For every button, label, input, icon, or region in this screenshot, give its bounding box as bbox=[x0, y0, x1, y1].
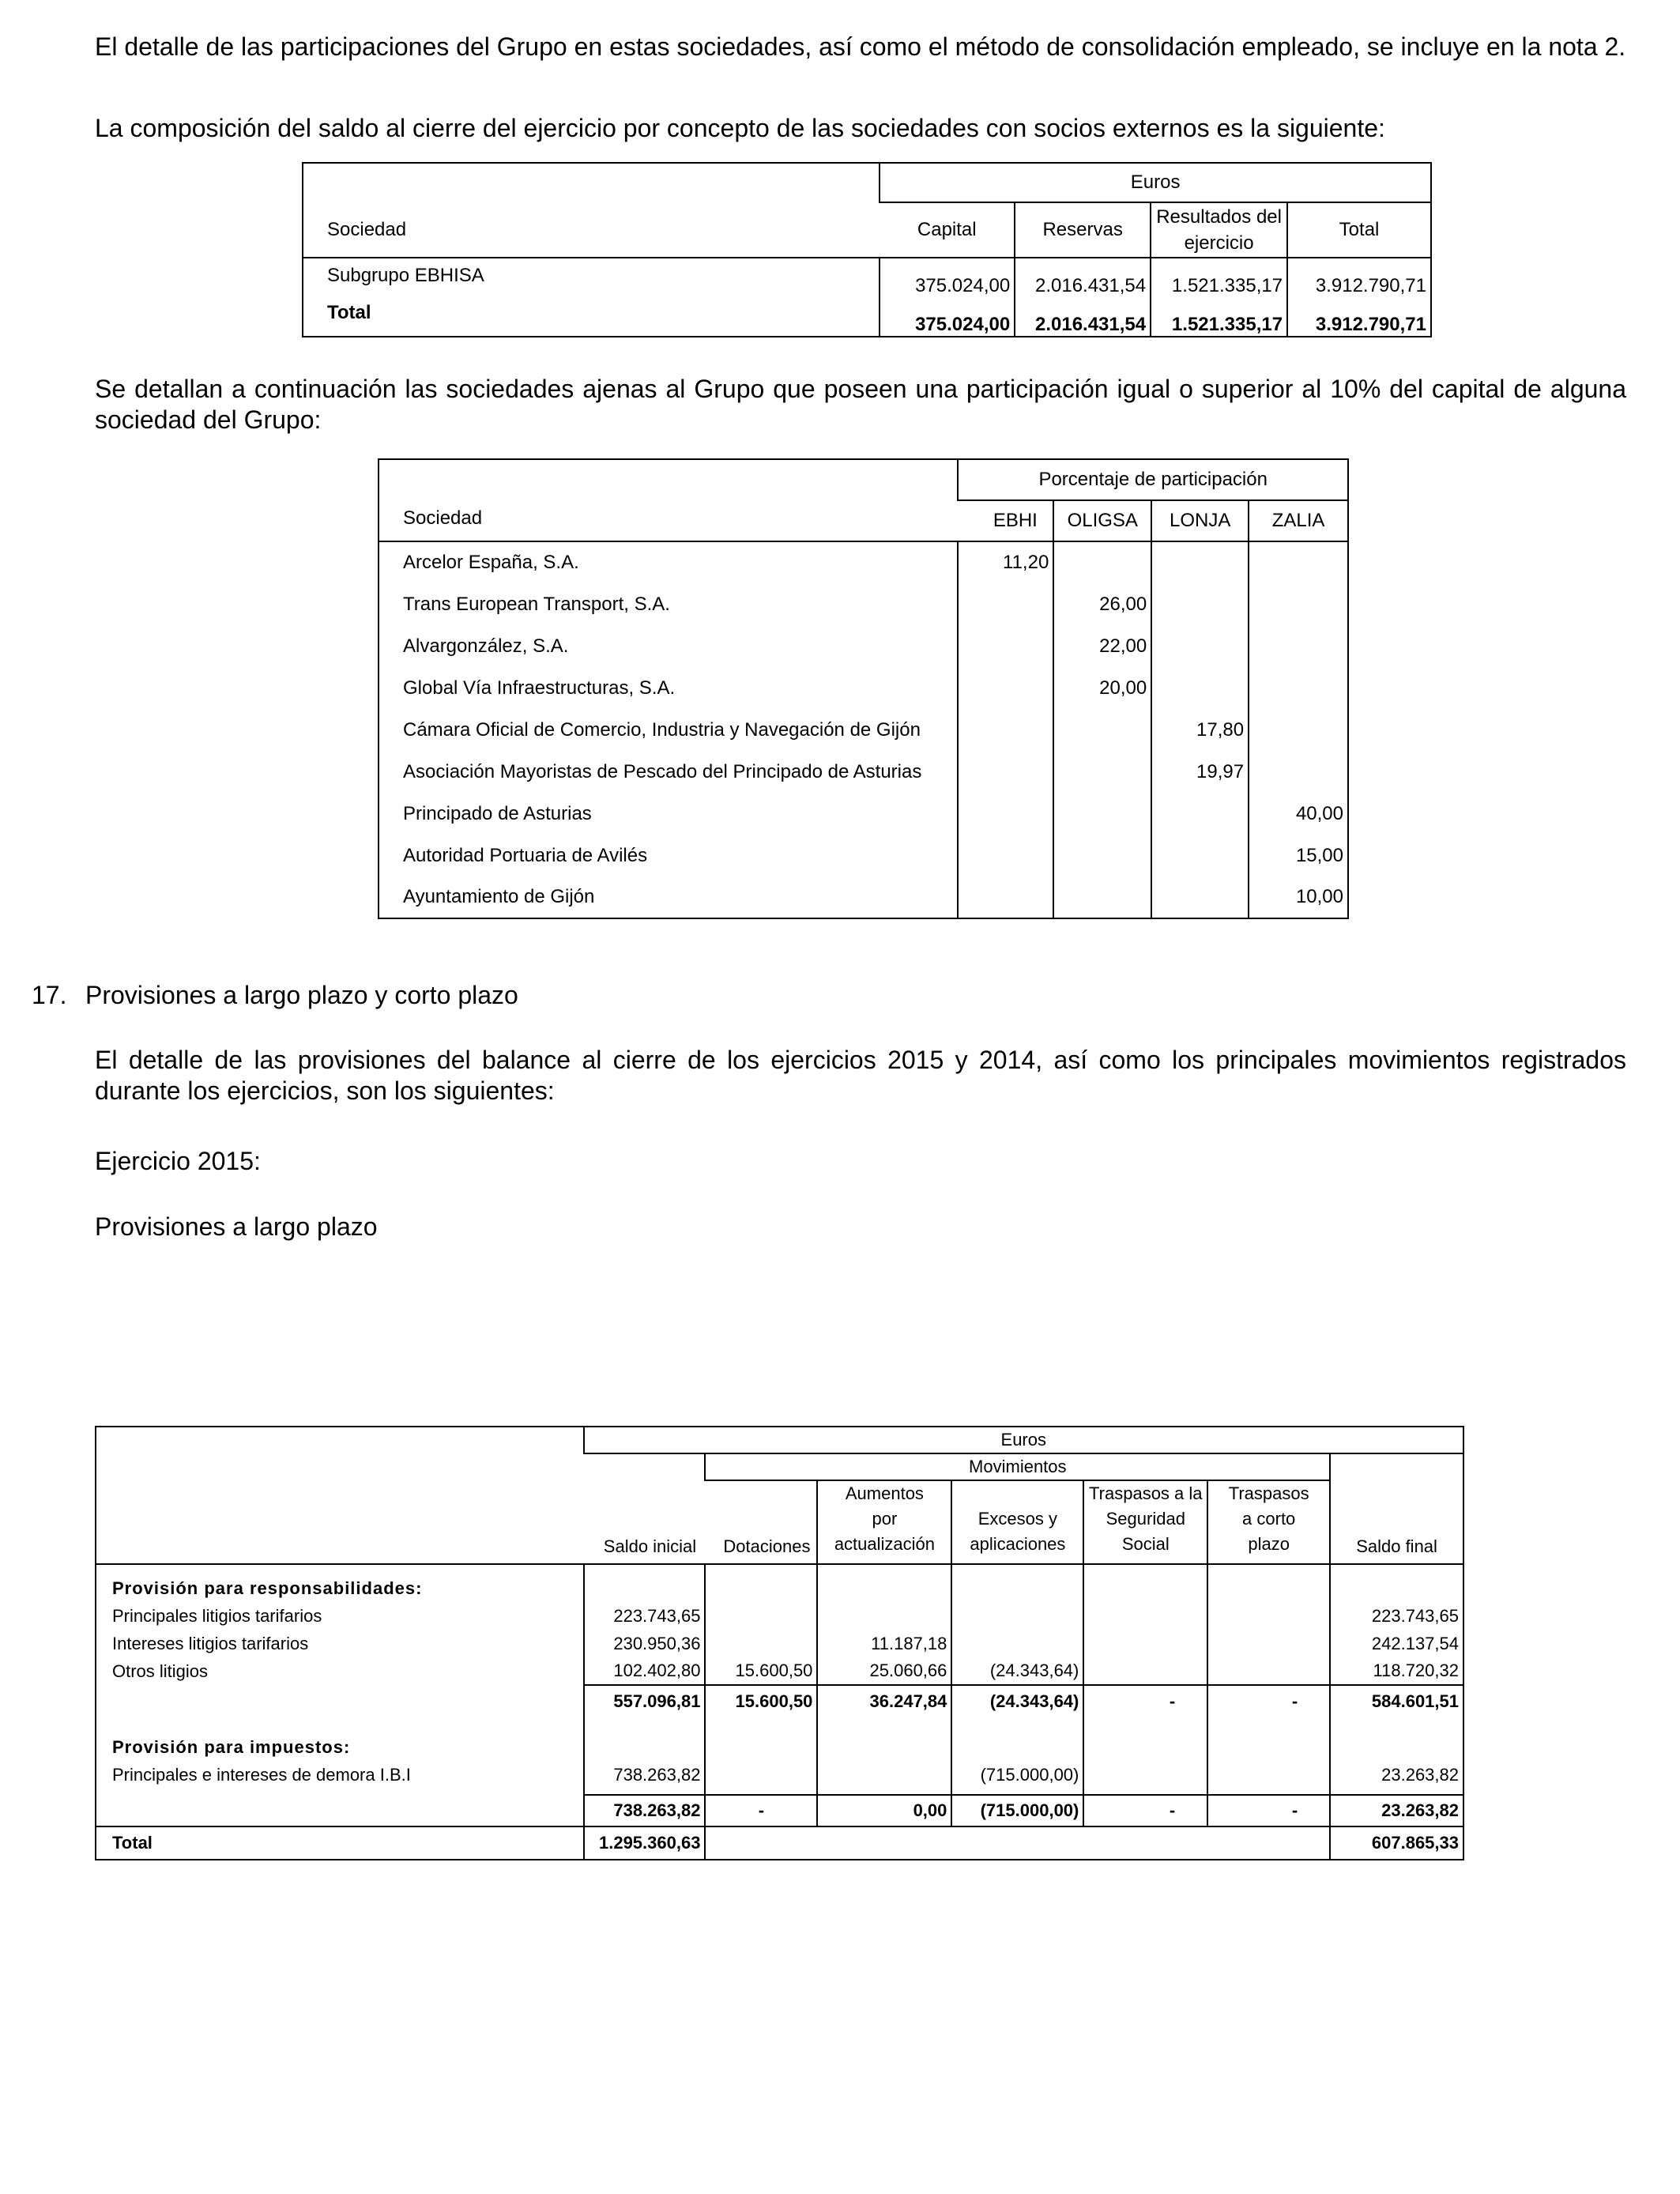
t3-row-name: Principales e intereses de demora I.B.I bbox=[112, 1764, 411, 1785]
t2-cell-ebhi bbox=[958, 835, 1053, 876]
t2-row-name: Asociación Mayoristas de Pescado del Principado de Asturias bbox=[403, 760, 922, 782]
t3-cell-traspasos-ss bbox=[1083, 1630, 1207, 1657]
t3-subtotal-excesos: (715.000,00) bbox=[951, 1795, 1083, 1826]
t1-total-total: 3.912.790,71 bbox=[1287, 297, 1431, 337]
t3-row-name: Principales litigios tarifarios bbox=[112, 1605, 322, 1626]
table-row bbox=[379, 751, 1348, 793]
t3-subtotal-saldo-final: 23.263,82 bbox=[1330, 1795, 1463, 1826]
t3-cell-aumentos bbox=[817, 1761, 951, 1789]
t2-row-name: Cámara Oficial de Comercio, Industria y Navegación de Gijón bbox=[403, 718, 921, 741]
t3-cell-traspasos-ss bbox=[1083, 1657, 1207, 1685]
t2-cell-oligsa bbox=[1053, 835, 1151, 876]
t2-row-name: Arcelor España, S.A. bbox=[379, 541, 958, 583]
t3-header-saldo-inicial: Saldo inicial bbox=[603, 1536, 697, 1556]
t3-cell-excesos bbox=[951, 1630, 1083, 1657]
t2-row-name: Principado de Asturias bbox=[403, 802, 592, 824]
t2-cell-zalia bbox=[1249, 709, 1348, 751]
t3-cell-saldo-final: 242.137,54 bbox=[1330, 1630, 1463, 1657]
t3-total-saldo-final: 607.865,33 bbox=[1330, 1826, 1463, 1860]
t3-cell-dotaciones: 15.600,50 bbox=[705, 1657, 817, 1685]
t3-header-dotaciones: Dotaciones bbox=[723, 1536, 811, 1556]
t1-header-total: Total bbox=[1287, 202, 1431, 258]
t2-cell-lonja bbox=[1151, 876, 1249, 918]
table-row bbox=[379, 876, 1348, 918]
provisions-table bbox=[95, 1426, 1464, 1860]
t3-cell-saldo-final: 118.720,32 bbox=[1330, 1657, 1463, 1685]
t3-subtotal-saldo-final: 584.601,51 bbox=[1330, 1685, 1463, 1717]
t2-row-name: Ayuntamiento de Gijón bbox=[403, 886, 595, 907]
t3-cell-aumentos bbox=[817, 1602, 951, 1630]
t1-row-resultados: 1.521.335,17 bbox=[1151, 258, 1287, 297]
t3-header-excesos: Excesos y aplicaciones bbox=[951, 1480, 1083, 1564]
t2-cell-lonja: 19,97 bbox=[1151, 751, 1249, 793]
t3-subtotal-dotaciones: 15.600,50 bbox=[705, 1685, 817, 1717]
t3-header-movimientos: Movimientos bbox=[705, 1453, 1330, 1480]
table-row bbox=[379, 835, 1348, 876]
t2-cell-lonja bbox=[1151, 583, 1249, 625]
t1-total-reservas: 2.016.431,54 bbox=[1015, 297, 1151, 337]
t2-row-name: Trans European Transport, S.A. bbox=[403, 593, 670, 615]
section-title: Provisiones a largo plazo y corto plazo bbox=[85, 981, 518, 1009]
t2-header-oligsa: OLIGSA bbox=[1053, 500, 1151, 541]
table-row bbox=[379, 793, 1348, 835]
t3-cell-saldo-final: 223.743,65 bbox=[1330, 1602, 1463, 1630]
t2-cell-zalia: 40,00 bbox=[1249, 793, 1348, 835]
t3-total-label: Total bbox=[96, 1826, 584, 1860]
t2-row-name: Global Vía Infraestructuras, S.A. bbox=[403, 677, 676, 699]
t3-cell-traspasos-cp bbox=[1207, 1630, 1330, 1657]
t3-subtotal-traspasos-ss: - bbox=[1083, 1685, 1207, 1717]
t1-row-reservas: 2.016.431,54 bbox=[1015, 258, 1151, 297]
t3-cell-saldo-inicial: 223.743,65 bbox=[584, 1602, 706, 1630]
t3-cell-saldo-inicial: 102.402,80 bbox=[584, 1657, 706, 1685]
table-row bbox=[379, 709, 1348, 751]
t2-cell-lonja bbox=[1151, 835, 1249, 876]
t1-row-total: 3.912.790,71 bbox=[1287, 258, 1431, 297]
table-row bbox=[96, 1761, 1463, 1789]
t1-header-sociedad: Sociedad bbox=[327, 219, 407, 240]
t3-row-name: Intereses litigios tarifarios bbox=[112, 1633, 309, 1653]
t3-cell-saldo-inicial: 738.263,82 bbox=[584, 1761, 706, 1789]
t1-total-capital: 375.024,00 bbox=[880, 297, 1015, 337]
t3-cell-aumentos: 11.187,18 bbox=[817, 1630, 951, 1657]
t3-cell-excesos bbox=[951, 1602, 1083, 1630]
t2-cell-lonja bbox=[1151, 541, 1249, 583]
t2-header-porcentaje: Porcentaje de participación bbox=[958, 459, 1348, 500]
t3-header-traspasos-ss: Traspasos a la Seguridad Social bbox=[1083, 1480, 1207, 1564]
t2-cell-oligsa bbox=[1053, 793, 1151, 835]
t3-row-name: Otros litigios bbox=[112, 1661, 209, 1681]
t2-cell-zalia bbox=[1249, 667, 1348, 709]
t3-header-euros: Euros bbox=[584, 1427, 1463, 1453]
t2-cell-oligsa bbox=[1053, 876, 1151, 918]
t2-cell-oligsa bbox=[1053, 709, 1151, 751]
t2-cell-zalia: 10,00 bbox=[1249, 876, 1348, 918]
t2-cell-oligsa: 20,00 bbox=[1053, 667, 1151, 709]
t2-cell-ebhi bbox=[958, 876, 1053, 918]
table-row bbox=[96, 1602, 1463, 1630]
t3-subtotal-saldo-inicial: 738.263,82 bbox=[584, 1795, 706, 1826]
t3-cell-excesos: (24.343,64) bbox=[951, 1657, 1083, 1685]
t2-cell-ebhi bbox=[958, 583, 1053, 625]
ejercicio-label: Ejercicio 2015: bbox=[95, 1147, 261, 1175]
t2-header-lonja: LONJA bbox=[1151, 500, 1249, 541]
t1-total-resultados: 1.521.335,17 bbox=[1151, 297, 1287, 337]
t2-cell-lonja bbox=[1151, 793, 1249, 835]
t2-cell-oligsa bbox=[1053, 751, 1151, 793]
t3-cell-saldo-inicial: 230.950,36 bbox=[584, 1630, 706, 1657]
t2-cell-lonja: 17,80 bbox=[1151, 709, 1249, 751]
t2-cell-ebhi bbox=[958, 625, 1053, 667]
t2-cell-zalia bbox=[1249, 751, 1348, 793]
t3-subtotal-saldo-inicial: 557.096,81 bbox=[584, 1685, 706, 1717]
t1-row-name: Subgrupo EBHISA bbox=[303, 258, 880, 297]
t2-row-name: Alvargonzález, S.A. bbox=[403, 635, 569, 657]
t3-subtotal-traspasos-cp: - bbox=[1207, 1795, 1330, 1826]
t2-cell-ebhi bbox=[958, 709, 1053, 751]
table-row bbox=[96, 1657, 1463, 1685]
t3-header-saldo-final: Saldo final bbox=[1330, 1453, 1463, 1564]
t3-total-blank bbox=[705, 1826, 1330, 1860]
t3-cell-dotaciones bbox=[705, 1602, 817, 1630]
section-number: 17. bbox=[32, 981, 67, 1009]
t3-cell-dotaciones bbox=[705, 1761, 817, 1789]
t2-cell-lonja bbox=[1151, 625, 1249, 667]
table-row bbox=[379, 667, 1348, 709]
t2-cell-ebhi bbox=[958, 751, 1053, 793]
t2-header-zalia: ZALIA bbox=[1249, 500, 1348, 541]
t3-cell-traspasos-cp bbox=[1207, 1761, 1330, 1789]
t3-header-traspasos-cp: Traspasos a corto plazo bbox=[1207, 1480, 1330, 1564]
t2-cell-lonja bbox=[1151, 667, 1249, 709]
t3-cell-dotaciones bbox=[705, 1630, 817, 1657]
t3-header-aumentos: Aumentos por actualización bbox=[817, 1480, 951, 1564]
t1-header-reservas: Reservas bbox=[1015, 202, 1151, 258]
t3-group2-title: Provisión para impuestos: bbox=[112, 1737, 351, 1757]
t2-header-ebhi: EBHI bbox=[993, 510, 1038, 531]
participation-paragraph: Se detallan a continuación las sociedades ajenas al Grupo que poseen una participación igual o superior al 10% del capital de alguna sociedad del Grupo: bbox=[95, 375, 1626, 434]
t3-subtotal-dotaciones: - bbox=[705, 1795, 817, 1826]
t3-header-blank bbox=[96, 1427, 584, 1564]
provisions-subtitle: Provisiones a largo plazo bbox=[95, 1212, 378, 1241]
table-row bbox=[303, 258, 1431, 297]
external-partners-table bbox=[302, 162, 1432, 337]
t2-cell-zalia bbox=[1249, 541, 1348, 583]
table-total-row bbox=[303, 297, 1431, 337]
t3-cell-traspasos-ss bbox=[1083, 1761, 1207, 1789]
table-row bbox=[379, 541, 1348, 583]
t2-cell-zalia bbox=[1249, 583, 1348, 625]
t3-subtotal-traspasos-cp: - bbox=[1207, 1685, 1330, 1717]
t2-cell-zalia: 15,00 bbox=[1249, 835, 1348, 876]
t2-cell-oligsa: 26,00 bbox=[1053, 583, 1151, 625]
t3-subtotal-aumentos: 0,00 bbox=[817, 1795, 951, 1826]
t3-cell-traspasos-ss bbox=[1083, 1602, 1207, 1630]
t2-cell-oligsa: 22,00 bbox=[1053, 625, 1151, 667]
table-row bbox=[96, 1630, 1463, 1657]
t2-cell-ebhi: 11,20 bbox=[958, 541, 1053, 583]
table-total-row bbox=[96, 1826, 1463, 1860]
t3-cell-excesos: (715.000,00) bbox=[951, 1761, 1083, 1789]
table-subtotal-row bbox=[96, 1685, 1463, 1717]
t1-row-capital: 375.024,00 bbox=[880, 258, 1015, 297]
participation-table bbox=[378, 458, 1349, 919]
t2-cell-oligsa bbox=[1053, 541, 1151, 583]
t2-header-sociedad: Sociedad bbox=[403, 507, 483, 529]
t2-cell-ebhi bbox=[958, 793, 1053, 835]
t3-cell-traspasos-cp bbox=[1207, 1602, 1330, 1630]
t3-total-saldo-inicial: 1.295.360,63 bbox=[584, 1826, 706, 1860]
intro-paragraph-2: La composición del saldo al cierre del ejercicio por concepto de las sociedades con socios externos es la siguiente: bbox=[95, 114, 1385, 142]
table-row bbox=[379, 583, 1348, 625]
t1-header-euros: Euros bbox=[880, 163, 1431, 202]
t3-cell-aumentos: 25.060,66 bbox=[817, 1657, 951, 1685]
intro-paragraph-1: El detalle de las participaciones del Grupo en estas sociedades, así como el método de consolidación empleado, se incluye en la nota 2. bbox=[95, 32, 1626, 61]
t3-cell-traspasos-cp bbox=[1207, 1657, 1330, 1685]
t1-header-capital: Capital bbox=[917, 219, 977, 240]
t2-row-name: Autoridad Portuaria de Avilés bbox=[403, 844, 648, 866]
t3-cell-saldo-final: 23.263,82 bbox=[1330, 1761, 1463, 1789]
t3-subtotal-traspasos-ss: - bbox=[1083, 1795, 1207, 1826]
t2-cell-ebhi bbox=[958, 667, 1053, 709]
section-paragraph: El detalle de las provisiones del balance al cierre de los ejercicios 2015 y 2014, así como los principales movimientos registrados durante los ejercicios, son los siguientes: bbox=[95, 1046, 1626, 1105]
t3-subtotal-excesos: (24.343,64) bbox=[951, 1685, 1083, 1717]
table-subtotal-row bbox=[96, 1795, 1463, 1826]
t3-subtotal-aumentos: 36.247,84 bbox=[817, 1685, 951, 1717]
t2-cell-zalia bbox=[1249, 625, 1348, 667]
t1-header-resultados: Resultados del ejercicio bbox=[1151, 202, 1287, 258]
t3-group1-title: Provisión para responsabilidades: bbox=[112, 1578, 423, 1598]
t1-total-label: Total bbox=[327, 302, 371, 323]
table-row bbox=[379, 625, 1348, 667]
